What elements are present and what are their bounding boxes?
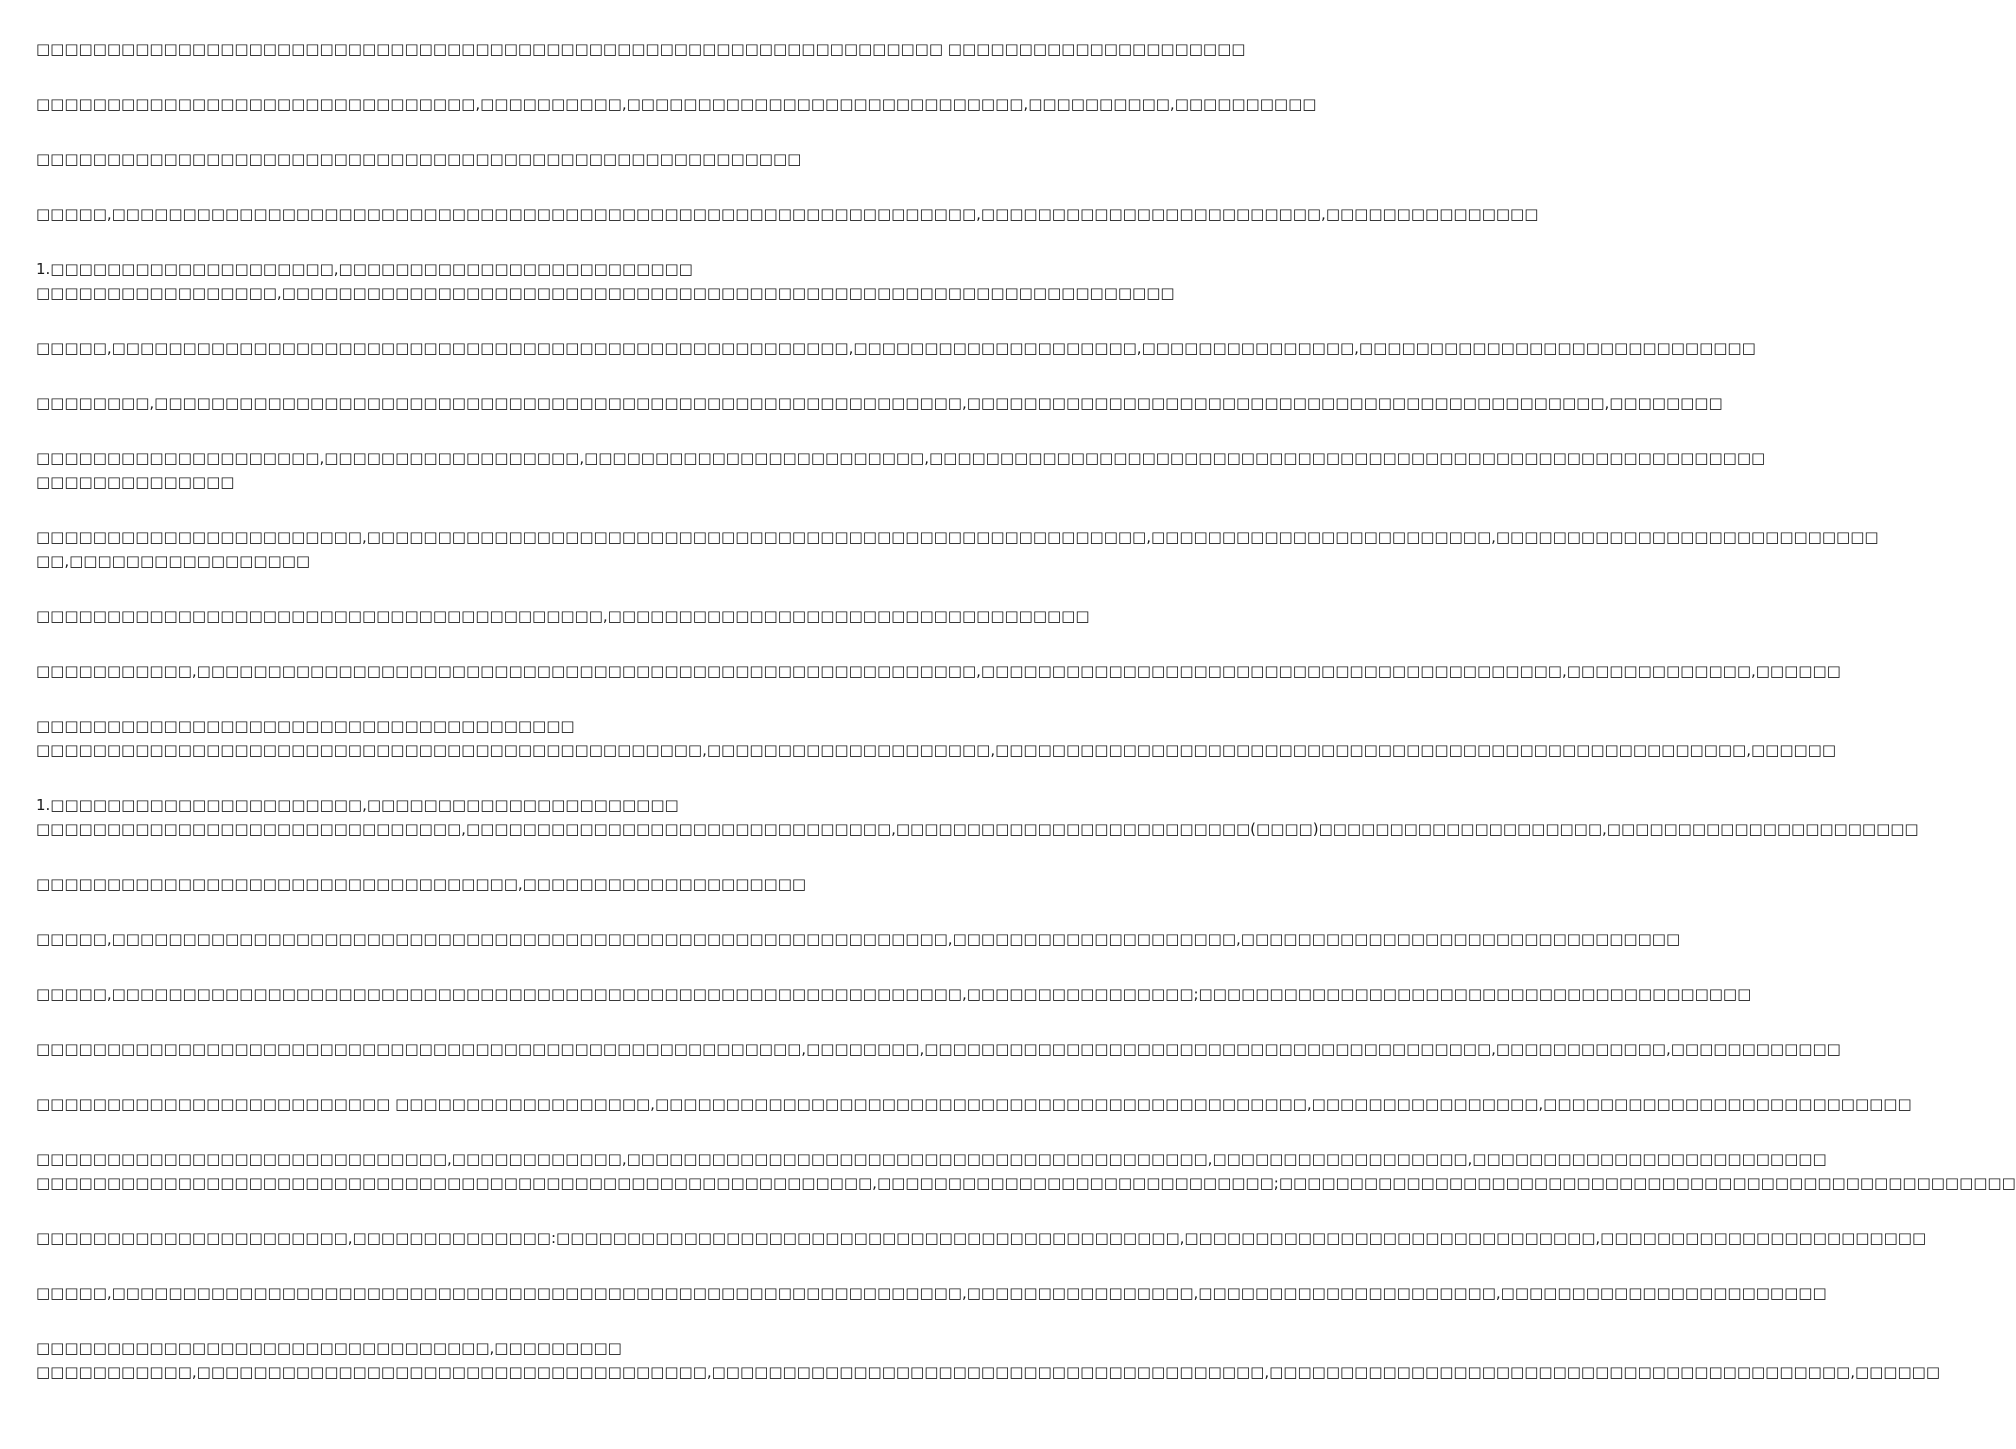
paragraph-line: □□□□□□□□,□□□□□□□□□□□□□□□□□□□□□□□□□□□□□□□□□□□□□□□□□□□□□□□□□□□□□□□□□,□□□□□□□□□□□□□□□□□□□□□□□□□□□□□□□□□□□□□□□□□□□□□,□□□□□□□□ xyxy=(36,394,1723,412)
paragraph xyxy=(36,604,1090,628)
paragraph-line: □□□□□,□□□□□□□□□□□□□□□□□□□□□□□□□□□□□□□□□□□□□□□□□□□□□□□□□□□□□□□□□□□,□□□□□□□□□□□□□□□□□□□□,□□□□□□□□□□□□□□□□□□□□□□□□□□□□□□□ xyxy=(36,930,1681,948)
paragraph-line: □□□□□,□□□□□□□□□□□□□□□□□□□□□□□□□□□□□□□□□□□□□□□□□□□□□□□□□□□□,□□□□□□□□□□□□□□□□□□□□,□□□□□□□□□□□□□□□,□□□□□□□□□□□□□□□□□□□□□□□□□□□□ xyxy=(36,339,1756,357)
paragraph xyxy=(36,336,1756,360)
paragraph-line: □□□□□□□□□□□□□□□□□,□□□□□□□□□□□□□□□□□□□□□□□□□□□□□□□□□□□□□□□□□□□□□□□□□□□□□□□□□□□□□□□ xyxy=(36,284,1175,302)
paragraph-line: 1.□□□□□□□□□□□□□□□□□□□□□□,□□□□□□□□□□□□□□□□□□□□□□ xyxy=(36,796,679,814)
paragraph xyxy=(36,982,1752,1006)
paragraph-line: 1.□□□□□□□□□□□□□□□□□□□□,□□□□□□□□□□□□□□□□□□□□□□□□□ xyxy=(36,260,693,278)
paragraph-line: □□□□□,□□□□□□□□□□□□□□□□□□□□□□□□□□□□□□□□□□□□□□□□□□□□□□□□□□□□□□□□□□□□,□□□□□□□□□□□□□□□□;□□□□□□□□□□□□□□□□□□□□□□□□□□□□□□□□□□□□□□□ xyxy=(36,985,1752,1003)
paragraph-line: □□□□□□□□□□□□□□□□□□□□□□□□□□□□□□□□□□□□□□□□□□□□□□□□□□□□□□ xyxy=(36,150,802,168)
paragraph-line: □□□□□□□□□□□□□□□□□□□□□□□□□□□□□□□□□□,□□□□□□□□□□□□□□□□□□□□ xyxy=(36,875,807,893)
paragraph-line: □□□□□□□□□□□□□□□□□□□□□□□□□□□□□□□□□□□□□□□□□□□□□□□□□□□□□□,□□□□□□□□,□□□□□□□□□□□□□□□□□□□□□□□□□□□□□□□□□□□□□□□□,□□□□□□□□□□□□,□□□□□□□□□□□□ xyxy=(36,1040,1841,1058)
paragraph-line: □□□□□□□□□□□□□□□□□□□□□□□□□□□□□□□,□□□□□□□□□□,□□□□□□□□□□□□□□□□□□□□□□□□□□□□,□□□□□□□□□□,□□□□□□□□□□ xyxy=(36,95,1317,113)
paragraph-line: □□□□□□□□□□□□□□□□□□□□□□□□□□□□□□□□□□□□□□□□□□□□□□□□□□□□□□□□□□□,□□□□□□□□□□□□□□□□□□□□□□□□□□□□;□□□□□□□□□□□□□□□□□□□□□□□□□□□□□□□□□□□□□□□□□□□□□□□□□□□□ xyxy=(36,1174,2016,1192)
paragraph-line: □□□□□□□□□□□□□□□□□□□□□□□□□□□□□□□□,□□□□□□□□□ xyxy=(36,1339,622,1357)
paragraph-line: □□□□□□□□□□□□□□□□□□□□□□,□□□□□□□□□□□□□□:□□□□□□□□□□□□□□□□□□□□□□□□□□□□□□□□□□□□□□□□□□□□,□□□□□□□□□□□□□□□□□□□□□□□□□□□□□,□□□□□□□□□□□□□□□□□□□□□□□ xyxy=(36,1229,1927,1247)
paragraph-line: □□□□□□□□□□□□□□□□□□□□□□□□□ □□□□□□□□□□□□□□□□□□,□□□□□□□□□□□□□□□□□□□□□□□□□□□□□□□□□□□□□□□□□□□□□□,□□□□□□□□□□□□□□□□,□□□□□□□□□□□□□□□□□□□□□□□□□□ xyxy=(36,1095,1912,1113)
paragraph xyxy=(36,446,1766,494)
paragraph xyxy=(36,1336,1940,1384)
paragraph-line: □□□□□□□□□□□□□□□□□□□□□□□□□□□□□□□□□□□□□□□□,□□□□□□□□□□□□□□□□□□□□□□□□□□□□□□□□□□ xyxy=(36,607,1090,625)
paragraph xyxy=(36,147,990,171)
paragraph xyxy=(36,714,1837,762)
paragraph-line: □□□□□□□□□□□□□□□□□□□□□□□,□□□□□□□□□□□□□□□□□□□□□□□□□□□□□□□□□□□□□□□□□□□□□□□□□□□□□□□,□□□□□□□□□□□□□□□□□□□□□□□□,□□□□□□□□□□□□□□□□□□□□□□□□□□□ xyxy=(36,528,1879,546)
paragraph-line: □□□□□□□□□□□,□□□□□□□□□□□□□□□□□□□□□□□□□□□□□□□□□□□□□□□□□□□□□□□□□□□□□□□,□□□□□□□□□□□□□□□□□□□□□□□□□□□□□□□□□□□□□□□□□,□□□□□□□□□□□□□,□□□□□□ xyxy=(36,662,1841,680)
paragraph-line: □□□□□□□□□□□□□□□□□□□□□□□□□□□□□□,□□□□□□□□□□□□□□□□□□□□□□□□□□□□□□,□□□□□□□□□□□□□□□□□□□□□□□□□(□□□□)□□□□□□□□□□□□□□□□□□□□,□□□□□□□□□□□□□□□□□□□□□□ xyxy=(36,820,1919,838)
paragraph-line: □□□□□,□□□□□□□□□□□□□□□□□□□□□□□□□□□□□□□□□□□□□□□□□□□□□□□□□□□□□□□□□□□□□,□□□□□□□□□□□□□□□□□□□□□□□□,□□□□□□□□□□□□□□□ xyxy=(36,205,1539,223)
paragraph xyxy=(36,391,1723,415)
paragraph xyxy=(36,525,1879,573)
paragraph-line: □□□□□□□□□□□□□□□□□□□□□□□□□□□□□□□□□□□□□□□□□□□□□□□□□□□□□□□□□□□□□□□□ □□□□□□□□□□□□□□□□□□□□□ xyxy=(36,40,1246,58)
paragraph xyxy=(36,257,1175,305)
paragraph xyxy=(36,927,1681,951)
paragraph xyxy=(36,1147,2016,1195)
paragraph xyxy=(36,202,1539,226)
paragraph-line: □□□□□□□□□□□□□□□□□□□□□□□□□□□□□□□□□□□□□□□□□□□□□□□,□□□□□□□□□□□□□□□□□□□□,□□□□□□□□□□□□□□□□□□□□□□□□□□□□□□□□□□□□□□□□□□□□□□□□□□□□□,□□□□□□ xyxy=(36,741,1837,759)
paragraph-line: □□□□□□□□□□□□□□□□□□□□□□□□□□□□□□□□□□□□□□ xyxy=(36,717,575,735)
paragraph-line: □□□□□□□□□□□□□□□□□□□□□□□□□□□□□,□□□□□□□□□□□□,□□□□□□□□□□□□□□□□□□□□□□□□□□□□□□□□□□□□□□□□□,□□□□□□□□□□□□□□□□□□,□□□□□□□□□□□□□□□□□□□□□□□□□ xyxy=(36,1150,1827,1168)
paragraph xyxy=(36,1092,1912,1116)
paragraph xyxy=(36,1037,1841,1061)
paragraph xyxy=(36,1226,1927,1250)
paragraph xyxy=(36,793,1919,841)
paragraph-line: □□□□□,□□□□□□□□□□□□□□□□□□□□□□□□□□□□□□□□□□□□□□□□□□□□□□□□□□□□□□□□□□□□,□□□□□□□□□□□□□□□□,□□□□□□□□□□□□□□□□□□□□□,□□□□□□□□□□□□□□□□□□□□□□□ xyxy=(36,1284,1827,1302)
paragraph xyxy=(36,872,990,896)
paragraph-line: □□□□□□□□□□□□□□□□□□□□,□□□□□□□□□□□□□□□□□□,□□□□□□□□□□□□□□□□□□□□□□□□,□□□□□□□□□□□□□□□□□□□□□□□□□□□□□□□□□□□□□□□□□□□□□□□□□□□□□□□□□□□ xyxy=(36,449,1766,467)
paragraph-line: □□□□□□□□□□□□□□ xyxy=(36,473,235,491)
paragraph xyxy=(36,1281,1827,1305)
paragraph xyxy=(36,659,1841,683)
paragraph-line: □□,□□□□□□□□□□□□□□□□□ xyxy=(36,552,311,570)
paragraph-line: □□□□□□□□□□□,□□□□□□□□□□□□□□□□□□□□□□□□□□□□□□□□□□□□,□□□□□□□□□□□□□□□□□□□□□□□□□□□□□□□□□□□□□□□,□□□□□□□□□□□□□□□□□□□□□□□□□□□□□□□□□□□□□□□□□,□□□□□□ xyxy=(36,1363,1940,1381)
document-page xyxy=(36,37,2016,1437)
paragraph xyxy=(36,92,1317,116)
paragraph xyxy=(36,37,1246,61)
